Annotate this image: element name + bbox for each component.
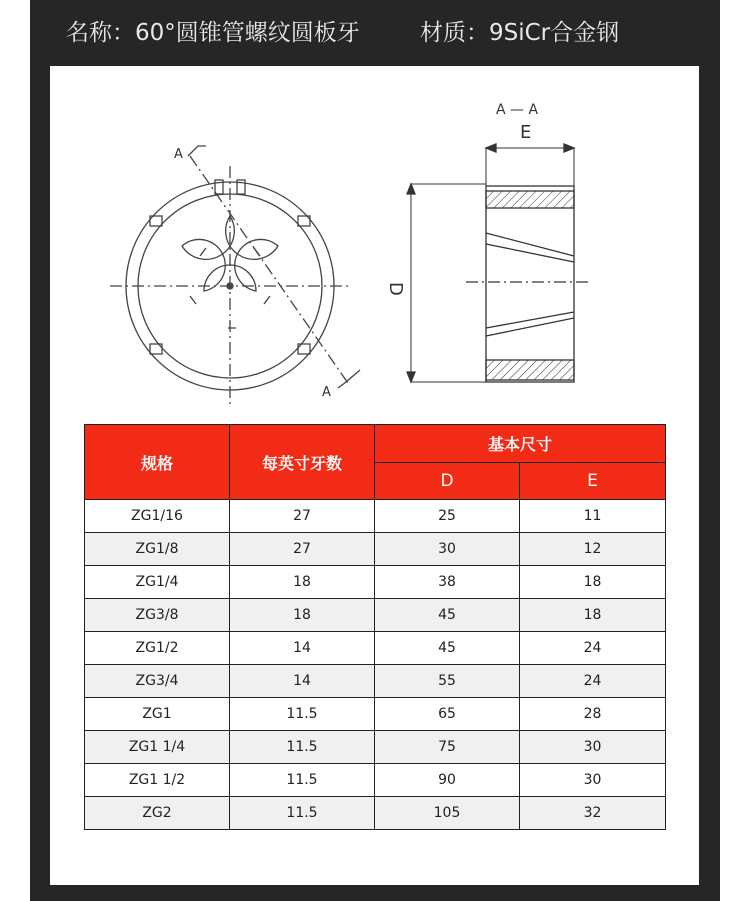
table-row [85,797,666,830]
header-spec: 规格 [85,425,230,500]
cell-spec: ZG1/8 [85,533,230,566]
spec-table [84,424,666,830]
cut-label-bottom: A [322,385,331,400]
cell-spec: ZG2 [85,797,230,830]
cell-spec: ZG1/2 [85,632,230,665]
cell-d: 75 [375,731,520,764]
table-row [85,500,666,533]
cell-spec: ZG3/4 [85,665,230,698]
header-basic-size: 基本尺寸 [375,425,666,463]
section-title: A — A [496,102,539,118]
cell-tpi: 11.5 [230,698,375,731]
cell-tpi: 18 [230,599,375,632]
cell-tpi: 11.5 [230,731,375,764]
product-name: 名称：60°圆锥管螺纹圆板牙 [66,20,360,46]
table-row [85,665,666,698]
technical-drawing [50,66,699,421]
cell-tpi: 18 [230,566,375,599]
cell-tpi: 14 [230,665,375,698]
dim-e-label: E [520,122,532,143]
cell-e: 18 [520,599,666,632]
cell-spec: ZG1 1/4 [85,731,230,764]
cell-d: 65 [375,698,520,731]
cell-d: 45 [375,599,520,632]
section-view [407,144,590,382]
cell-e: 30 [520,731,666,764]
table-row [85,731,666,764]
cell-tpi: 27 [230,500,375,533]
cell-e: 24 [520,665,666,698]
cell-spec: ZG3/8 [85,599,230,632]
cell-d: 55 [375,665,520,698]
cell-spec: ZG1 [85,698,230,731]
cell-d: 105 [375,797,520,830]
cell-spec: ZG1 1/2 [85,764,230,797]
cell-e: 32 [520,797,666,830]
table-row [85,566,666,599]
header-e: E [520,463,666,500]
cell-spec: ZG1/4 [85,566,230,599]
table-row [85,533,666,566]
cell-d: 90 [375,764,520,797]
cell-d: 45 [375,632,520,665]
cell-d: 25 [375,500,520,533]
table-row [85,764,666,797]
cell-tpi: 14 [230,632,375,665]
product-material: 材质：9SiCr合金钢 [420,20,620,46]
table-row [85,599,666,632]
header-bar [30,0,720,60]
cell-tpi: 11.5 [230,764,375,797]
cut-label-top: A [174,147,183,162]
cell-spec: ZG1/16 [85,500,230,533]
cell-e: 12 [520,533,666,566]
front-view [110,146,360,406]
cell-tpi: 11.5 [230,797,375,830]
cell-e: 11 [520,500,666,533]
header-tpi: 每英寸牙数 [230,425,375,500]
cell-tpi: 27 [230,533,375,566]
header-d: D [375,463,520,500]
cell-d: 30 [375,533,520,566]
cell-e: 30 [520,764,666,797]
dim-d-label: D [385,282,406,296]
cell-d: 38 [375,566,520,599]
table-row [85,698,666,731]
cell-e: 28 [520,698,666,731]
cell-e: 24 [520,632,666,665]
cell-e: 18 [520,566,666,599]
table-row [85,632,666,665]
